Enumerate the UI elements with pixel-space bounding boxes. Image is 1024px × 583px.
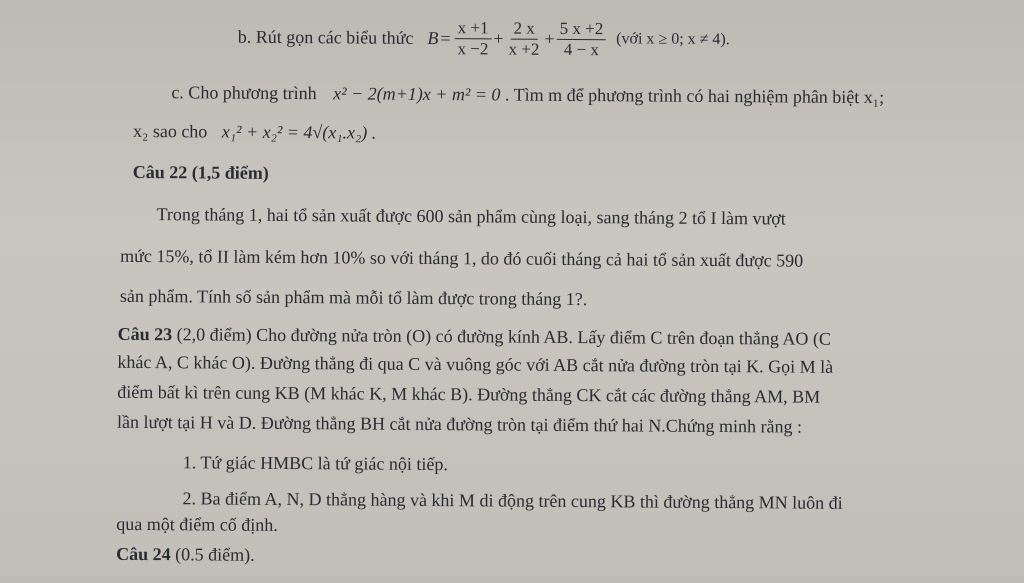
part-c-line-1 [171, 81, 884, 108]
fraction-1-numerator: x +1 [455, 18, 492, 39]
fraction-2 [505, 18, 542, 59]
question-24-rest: (0.5 điểm). [175, 544, 255, 565]
question-24-line [116, 543, 255, 566]
fraction-2-numerator: 2 x [510, 18, 537, 39]
question-23-line-3: điểm bất kì trên cung KB (M khác K, M khác B). Đường thẳng CK cắt các đường thẳng AM, BM [117, 381, 821, 407]
fraction-3 [556, 18, 606, 59]
part-c-suffix: . Tìm m để phương trình có hai nghiệm phân biệt x₁; [504, 84, 885, 108]
part-b-condition: (với x ≥ 0; x ≠ 4). [616, 30, 730, 49]
part-b-prefix: b. Rút gọn các biểu thức [237, 26, 414, 48]
part-c-line2-prefix: x₂ sao cho [133, 120, 208, 142]
question-22-line-3: sản phẩm. Tính số sản phẩm mà mỗi tổ làm được trong tháng 1?. [119, 285, 588, 310]
question-24-heading: Câu 24 [116, 543, 171, 565]
question-23-line-1-text: (2,0 điểm) Cho đường nửa tròn (O) có đường kính AB. Lấy điểm C trên đoạn thẳng AO (C [176, 324, 831, 349]
question-22-line-2: mức 15%, tổ II làm kém hơn 10% so với tháng 1, do đó cuối tháng cả hai tổ sản xuất được 590 [120, 245, 804, 271]
question-23-heading: Câu 23 [117, 323, 173, 345]
question-23-line-2: khác A, C khác O). Đường thẳng đi qua C và vuông góc với AB cắt nửa đường tròn tại K. Gọi M là [117, 351, 834, 377]
fraction-2-denominator: x +2 [508, 39, 540, 59]
b-variable: B [427, 27, 439, 49]
question-23-item-2: 2. Ba điểm A, N, D thẳng hàng và khi M di động trên cung KB thì đường thẳng MN luôn đi [182, 488, 843, 513]
question-23-line-4: lần lượt tại H và D. Đường thẳng BH cắt nửa đường tròn tại điểm thứ hai N.Chứng minh rằng : [116, 411, 803, 437]
part-c-prefix: c. Cho phương trình [171, 82, 317, 104]
part-b-line: b. Rút gọn các biểu thức B = $\frac{x +1}{x -2}$ + $\frac{2 x}{x +2}$ + $\frac{5 x +2}{4 - x}$ (với x ≥ 0; x ≠ 4). [237, 17, 730, 59]
question-22-line-1: Trong tháng 1, hai tổ sản xuất được 600 sản phẩm cùng loại, sang tháng 2 tổ I làm vượt [156, 204, 786, 229]
fraction-1-denominator: x −2 [457, 38, 489, 58]
fraction-1 [454, 18, 491, 59]
question-23-item-2-cont: qua một điểm cố định. [116, 513, 278, 535]
question-23-item-1: 1. Tứ giác HMBC là tứ giác nội tiếp. [182, 452, 448, 475]
fraction-3-denominator: 4 − x [563, 39, 599, 59]
fraction-3-numerator: 5 x +2 [557, 18, 607, 39]
question-23-line-1 [118, 323, 831, 350]
question-22-heading: Câu 22 (1,5 điểm) [132, 161, 269, 183]
part-c-line2-condition: x₁² + x₂² = 4√(x₁.x₂) . [221, 121, 377, 143]
part-c-equation: x² − 2(m+1)x + m² = 0 [333, 83, 501, 105]
part-c-line-2 [133, 120, 376, 144]
